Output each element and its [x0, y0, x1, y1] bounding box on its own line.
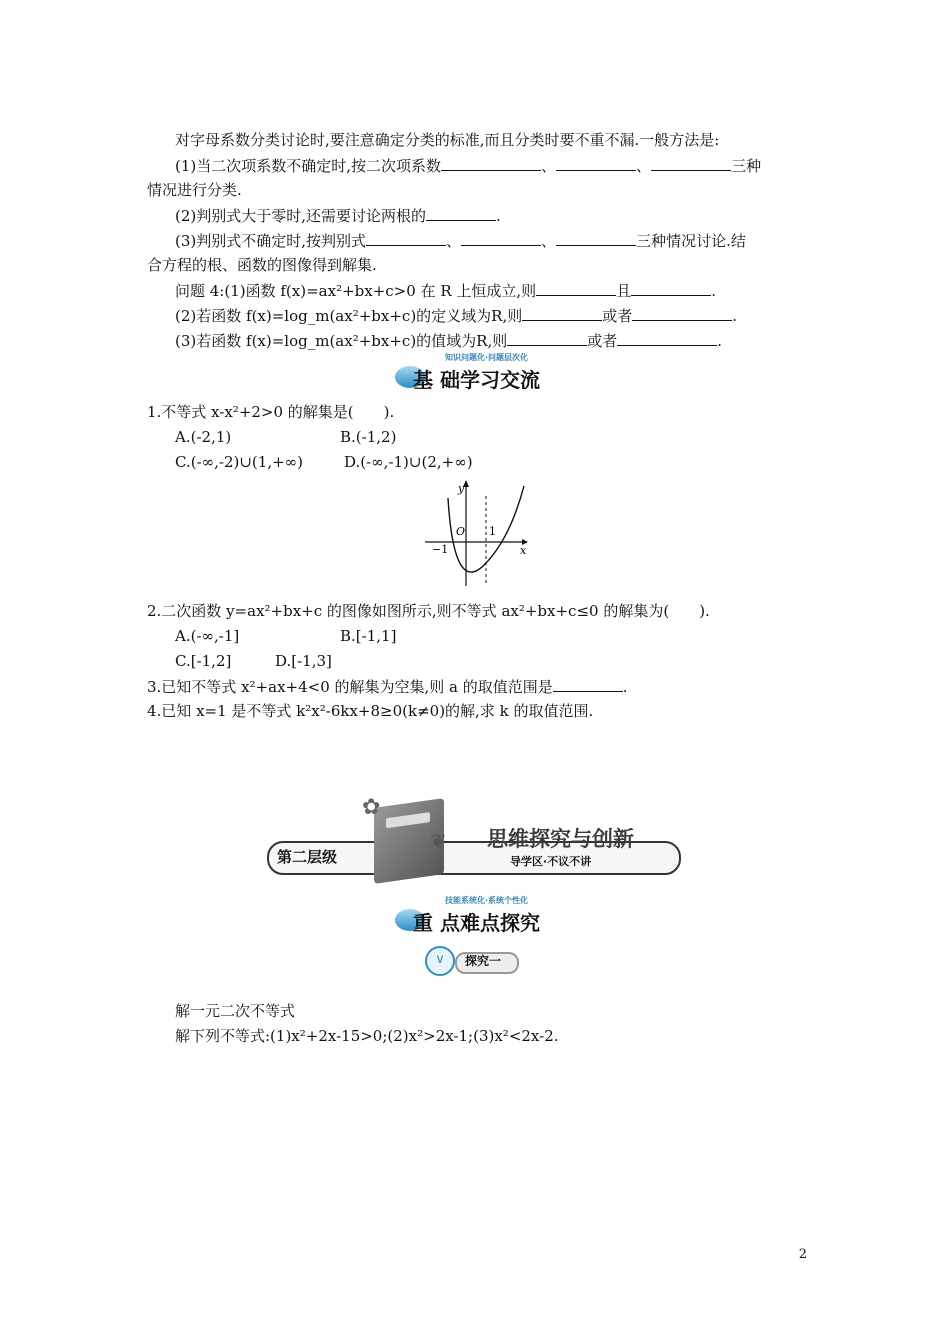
sep: 、 — [446, 232, 462, 250]
y-label: y — [458, 482, 465, 495]
intro-line-5-end: 三种情况讨论.结 — [636, 232, 746, 250]
problem-1-option-a: A.(-2,1) — [175, 428, 232, 446]
sep: 、 — [541, 232, 557, 250]
sep: 、 — [541, 157, 557, 175]
header-title: 基 础学习交流 — [413, 368, 540, 392]
blank[interactable] — [507, 330, 587, 346]
problem-2-option-a: A.(-∞,-1] — [175, 627, 240, 645]
chevron-down-icon: ∨ — [425, 946, 455, 976]
final-title: 解一元二次不等式 — [175, 1002, 296, 1020]
header-subtitle: 技能系统化·系统个性化 — [445, 896, 529, 905]
or: 或者 — [602, 307, 633, 325]
blank[interactable] — [556, 230, 636, 246]
banner-subtitle: 导学区·不议不讲 — [510, 855, 592, 868]
intro-line-5-text: (3)判别式不确定时,按判别式 — [175, 232, 367, 250]
blank[interactable] — [556, 155, 636, 171]
x-label: x — [520, 544, 527, 557]
and: 且 — [616, 282, 632, 300]
problem-1: 1.不等式 x-x²+2>0 的解集是( ). — [147, 403, 395, 421]
q4-line-1 — [175, 280, 716, 301]
intro-line-2 — [175, 155, 761, 176]
explore-badge — [425, 946, 520, 974]
period: . — [711, 282, 716, 300]
explore-label: 探究一 — [465, 954, 502, 968]
blank[interactable] — [553, 676, 623, 692]
problem-4: 4.已知 x=1 是不等式 k²x²-6kx+8≥0(k≠0)的解,求 k 的取值范围. — [147, 702, 594, 720]
blank[interactable] — [617, 330, 717, 346]
sep: 、 — [636, 157, 652, 175]
period: . — [717, 332, 723, 350]
level-banner — [262, 795, 684, 895]
q4-line-2-text: (2)若函数 f(x)=log_m(ax²+bx+c)的定义域为R,则 — [175, 307, 523, 325]
period: . — [496, 207, 501, 225]
period: . — [732, 307, 738, 325]
or: 或者 — [587, 332, 618, 350]
blank[interactable] — [461, 230, 541, 246]
page-number: 2 — [798, 1247, 807, 1262]
intro-line-4-text: (2)判别式大于零时,还需要讨论两根的 — [175, 207, 427, 225]
problem-1-option-b: B.(-1,2) — [340, 428, 397, 446]
blank[interactable] — [441, 155, 541, 171]
blank[interactable] — [426, 205, 496, 221]
final-problem: 解下列不等式:(1)x²+2x-15>0;(2)x²>2x-1;(3)x²<2x-2. — [175, 1027, 559, 1045]
blank[interactable] — [366, 230, 446, 246]
period: . — [622, 678, 628, 696]
problem-3-text: 3.已知不等式 x²+ax+4<0 的解集为空集,则 a 的取值范围是 — [147, 678, 553, 696]
problem-3 — [147, 676, 628, 697]
blank[interactable] — [651, 155, 731, 171]
section-header-key — [395, 895, 565, 935]
blank[interactable] — [536, 280, 616, 296]
problem-2-option-b: B.[-1,1] — [340, 627, 397, 645]
intro-line-6: 合方程的根、函数的图像得到解集. — [147, 256, 377, 274]
problem-2-option-d: D.[-1,3] — [275, 652, 332, 670]
q4-line-2 — [175, 305, 737, 326]
butterfly-icon: ✿ — [362, 795, 381, 820]
q4-line-3 — [175, 330, 722, 351]
header-subtitle: 知识问题化·问题层次化 — [445, 353, 529, 362]
problem-2-option-c: C.[-1,2] — [175, 652, 232, 670]
banner-title: 思维探究与创新 — [487, 827, 634, 851]
blank[interactable] — [631, 280, 711, 296]
origin-label: O — [456, 525, 466, 538]
section-header-basic — [395, 352, 565, 392]
q4-line-3-text: (3)若函数 f(x)=log_m(ax²+bx+c)的值域为R,则 — [175, 332, 508, 350]
problem-2: 2.二次函数 y=ax²+bx+c 的图像如图所示,则不等式 ax²+bx+c≤0 的解集为( ). — [147, 602, 710, 620]
tick-label-neg1: −1 — [432, 543, 449, 556]
header-title: 重 点难点探究 — [413, 911, 540, 935]
problem-1-option-c: C.(-∞,-2)∪(1,+∞) — [175, 453, 304, 471]
problem-1-option-d: D.(-∞,-1)∪(2,+∞) — [344, 453, 473, 471]
blank[interactable] — [522, 305, 602, 321]
q4-line-1-text: 问题 4:(1)函数 f(x)=ax²+bx+c>0 在 R 上恒成立,则 — [175, 282, 537, 300]
intro-line-2-text: (1)当二次项系数不确定时,按二次项系数 — [175, 157, 442, 175]
intro-line-3: 情况进行分类. — [147, 181, 242, 199]
plant-icon: ❦ — [430, 829, 447, 853]
parabola-graph — [420, 478, 530, 588]
banner-level-label: 第二层级 — [277, 848, 338, 866]
tick-label-1: 1 — [489, 525, 496, 538]
blank[interactable] — [632, 305, 732, 321]
intro-line-1: 对字母系数分类讨论时,要注意确定分类的标准,而且分类时要不重不漏.一般方法是: — [175, 131, 720, 149]
intro-line-5 — [175, 230, 746, 251]
intro-line-4 — [175, 205, 501, 226]
intro-line-2-end: 三种 — [731, 157, 762, 175]
